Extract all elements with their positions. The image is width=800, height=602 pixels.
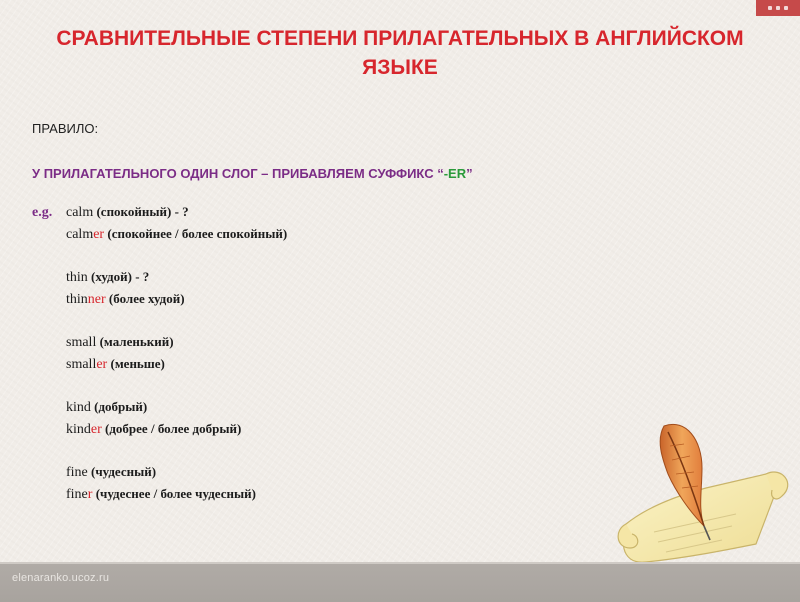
footer-site-link[interactable]: elenaranko.ucoz.ru (12, 572, 110, 584)
base-translation: (спокойный) - ? (93, 204, 189, 219)
corner-dot (776, 6, 780, 10)
comparative-translation-text: (спокойнее / более спокойный) (104, 226, 288, 241)
comparative-translation (104, 226, 287, 241)
slide-content (32, 120, 672, 505)
example-base-line (32, 201, 672, 223)
example-comparative-line (32, 353, 672, 375)
comparative-stem: small (66, 357, 97, 372)
comparative-suffix: er (90, 422, 102, 437)
comparative-stem: kind (66, 422, 91, 437)
example-base-line (32, 266, 672, 288)
rule-close-quote: ” (466, 166, 473, 181)
base-word: small (66, 335, 97, 350)
example-base-line (32, 461, 672, 483)
example-comparative-line (32, 418, 672, 440)
slide-title: СРАВНИТЕЛЬНЫЕ СТЕПЕНИ ПРИЛАГАТЕЛЬНЫХ В АНГЛИЙСКОМ ЯЗЫКЕ (56, 27, 744, 79)
base-word: kind (66, 400, 91, 415)
base-translation: (худой) - ? (87, 269, 150, 284)
base-translation: (чудесный) (87, 464, 157, 479)
comparative-suffix: er (93, 227, 105, 242)
eg-label: e.g. (32, 205, 53, 220)
base-translation: (маленький) (96, 334, 174, 349)
comparative-stem: thin (66, 292, 88, 307)
comparative-translation: (более худой) (105, 291, 185, 306)
example-base-line (32, 396, 672, 418)
examples-list (32, 201, 672, 505)
base-word: fine (66, 465, 88, 480)
rule-text (32, 165, 672, 183)
example-comparative-line (32, 483, 672, 505)
comparative-stem: fine (66, 487, 88, 502)
comparative-suffix: r (87, 487, 93, 502)
footer-bar (0, 562, 800, 602)
rule-text-main: У ПРИЛАГАТЕЛЬНОГО ОДИН СЛОГ – ПРИБАВЛЯЕМ СУФФИКС “ (32, 166, 444, 181)
base-word: thin (66, 270, 88, 285)
quill-scroll-icon (606, 416, 796, 566)
comparative-suffix: er (96, 357, 108, 372)
comparative-translation: (чудеснее / более чудесный) (92, 486, 256, 501)
base-translation: (добрый) (90, 399, 148, 414)
rule-label: ПРАВИЛО: (32, 121, 99, 136)
corner-tab (756, 0, 800, 16)
base-word: calm (66, 205, 94, 220)
example-base-line (32, 331, 672, 353)
corner-dot (768, 6, 772, 10)
rule-suffix: -ER (443, 166, 467, 181)
comparative-translation: (меньше) (107, 356, 165, 371)
comparative-translation: (добрее / более добрый) (101, 421, 242, 436)
example-comparative-line (32, 223, 672, 245)
corner-dot (784, 6, 788, 10)
comparative-suffix: ner (87, 292, 106, 307)
example-comparative-line (32, 288, 672, 310)
comparative-stem: calm (66, 227, 94, 242)
